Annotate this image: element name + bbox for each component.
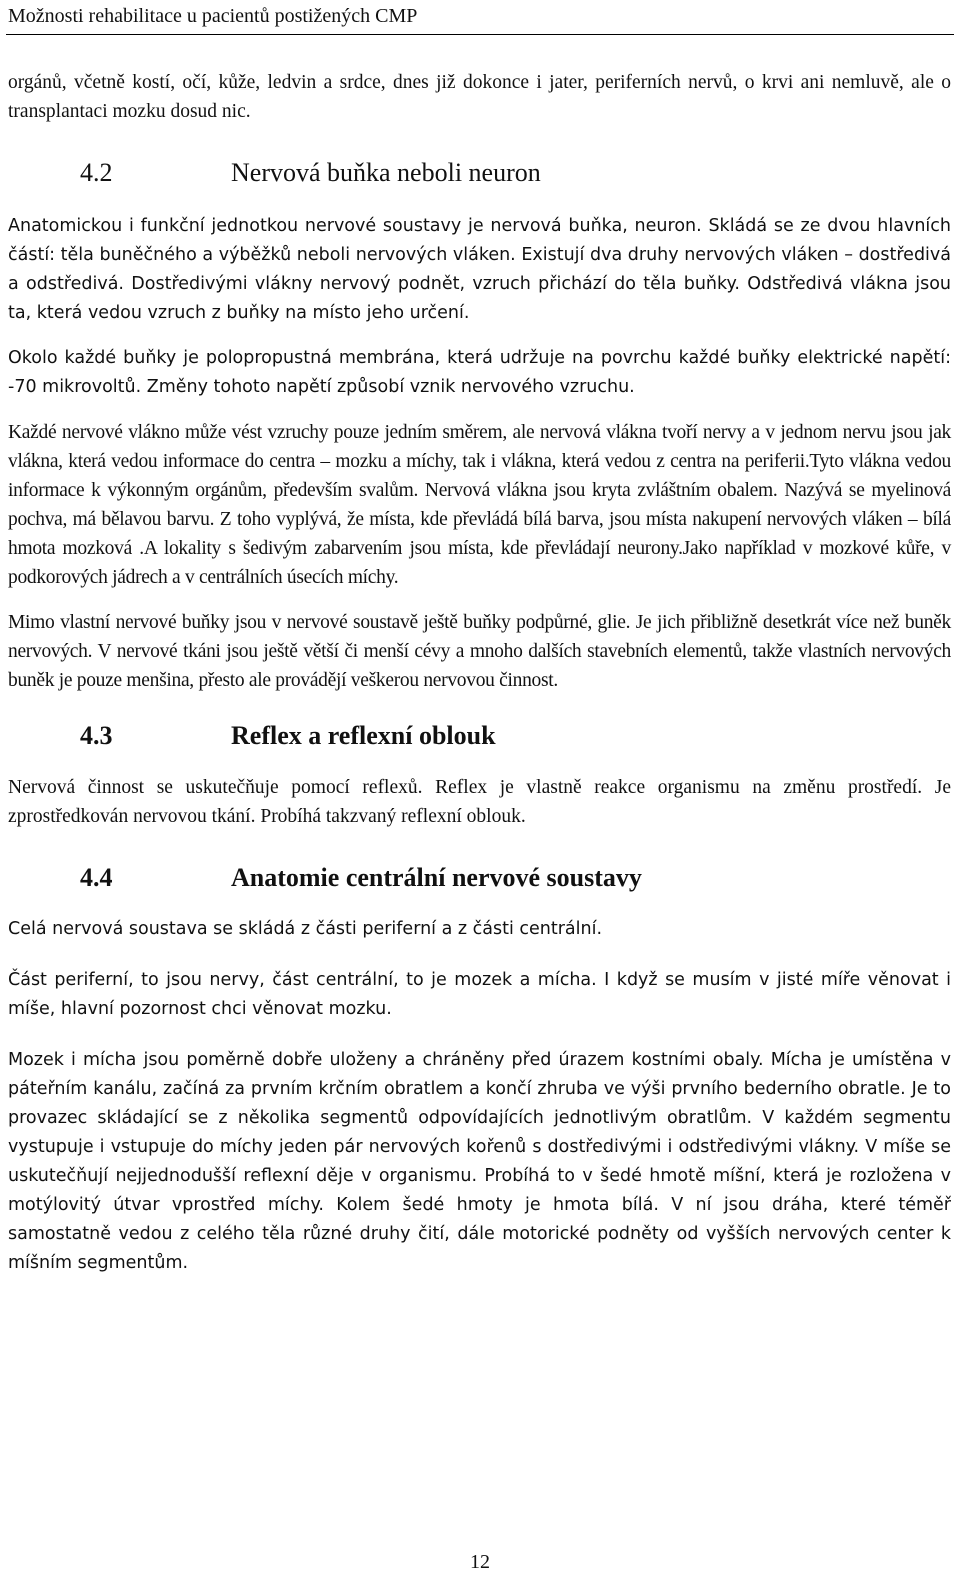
paragraph-reflex: Nervová činnost se uskutečňuje pomocí reflexů. Reflex je vlastně reakce organismu na změnu prostředí. Je zprostředkován nervovou tkání. Probíhá takzvaný reflexní oblouk. <box>8 777 951 827</box>
section-number: 4.4 <box>80 863 113 892</box>
page-number: 12 <box>470 1551 490 1573</box>
page-body <box>8 68 951 1278</box>
paragraph-membrane: Okolo každé buňky je polopropustná membrána, která udržuje na povrchu každé buňky elektrické napětí: -70 mikrovoltů. Změny tohoto napětí způsobí vznik nervového vzruchu. <box>8 348 951 397</box>
section-heading-4-3 <box>8 719 951 753</box>
section-heading-4-2 <box>8 156 951 190</box>
running-header: Možnosti rehabilitace u pacientů postižených CMP <box>8 5 418 27</box>
paragraph-peripheral-central: Část periferní, to jsou nervy, část centrální, to je mozek a mícha. I když se musím v jisté míře věnovat i míše, hlavní pozornost chci věnovat mozku. <box>8 970 951 1019</box>
section-number: 4.3 <box>80 721 113 750</box>
paragraph-nerve-fibers: Každé nervové vlákno může vést vzruchy pouze jedním směrem, ale nervová vlákna tvoří nervy a v jednom nervu jsou jak vlákna, která vedou informace do centra – mozku a míchy, tak i vlákna, která vedou z centra na periferii.Tyto vlákna vedou informace k výkonným orgánům, především svalům. Nervová vlákna jsou kryta zvláštním obalem. Nazývá se myelinová pochva, má bělavou barvu. Z toho vyplývá, že místa, kde převládá bílá barva, jsou místa nakupení nervových vláken – bílá hmota mozková .A lokality s šedivým zabarvením jsou místa, kde převládají neurony.Jako například v mozkové kůře, v podkorových jádrech a v centrálních úsecích míchy. <box>8 422 951 588</box>
section-title: Anatomie centrální nervové soustavy <box>231 863 642 892</box>
section-title: Nervová buňka neboli neuron <box>231 158 541 187</box>
section-heading-4-4 <box>8 861 951 895</box>
paragraph-cns-parts: Celá nervová soustava se skládá z části periferní a z části centrální. <box>8 919 603 939</box>
section-title: Reflex a reflexní oblouk <box>231 721 496 750</box>
paragraph-neuron-structure: Anatomickou i funkční jednotkou nervové soustavy je nervová buňka, neuron. Skládá se ze dvou hlavních částí: těla buněčného a výběžků neboli nervových vláken. Existují dva druhy nervových vláken – dostředivá a odstředivá. Dostředivými vlákny nervový podnět, vzruch přichází do těla buňky. Odstředivá vlákna jsou ta, která vedou vzruch z buňky na místo jeho určení. <box>8 216 951 323</box>
section-number: 4.2 <box>80 158 113 187</box>
paragraph-glia: Mimo vlastní nervové buňky jsou v nervové soustavě ještě buňky podpůrné, glie. Je jich přibližně desetkrát více než buněk nervových. V nervové tkáni jsou ještě větší či menší cévy a mnoho dalších stavebních elementů, takže vlastních nervových buněk je pouze menšina, přesto ale provádějí veškerou nervovou činnost. <box>8 612 951 691</box>
paragraph-spinal-cord: Mozek i mícha jsou poměrně dobře uloženy a chráněny před úrazem kostními obaly. Mícha je umístěna v páteřním kanálu, začíná za prvním krčním obratlem a končí zhruba ve výši prvního bederního obratle. Je to provazec skládající se z několika segmentů odpovídajících jednotlivým obratlům. V každém segmentu vystupuje i vstupuje do míchy jeden pár nervových kořenů s dostředivými i odstředivými vlákny. V míše se uskutečňují nejjednodušší reflexní děje v organismu. Probíhá to v šedé hmotě míšní, která je rozložena v motýlovitý útvar vprostřed míchy. Kolem šedé hmoty je hmota bílá. V ní jsou dráha, které téměř samostatně vedou z celého těla různé druhy čití, dále motorické podněty od vyšších nervových center k míšním segmentům. <box>8 1050 951 1273</box>
paragraph-transplantation: orgánů, včetně kostí, očí, kůže, ledvin a srdce, dnes již dokonce i jater, periferních nervů, o krvi ani nemluvě, ale o transplantaci mozku dosud nic. <box>8 72 951 122</box>
header-divider <box>6 34 954 35</box>
